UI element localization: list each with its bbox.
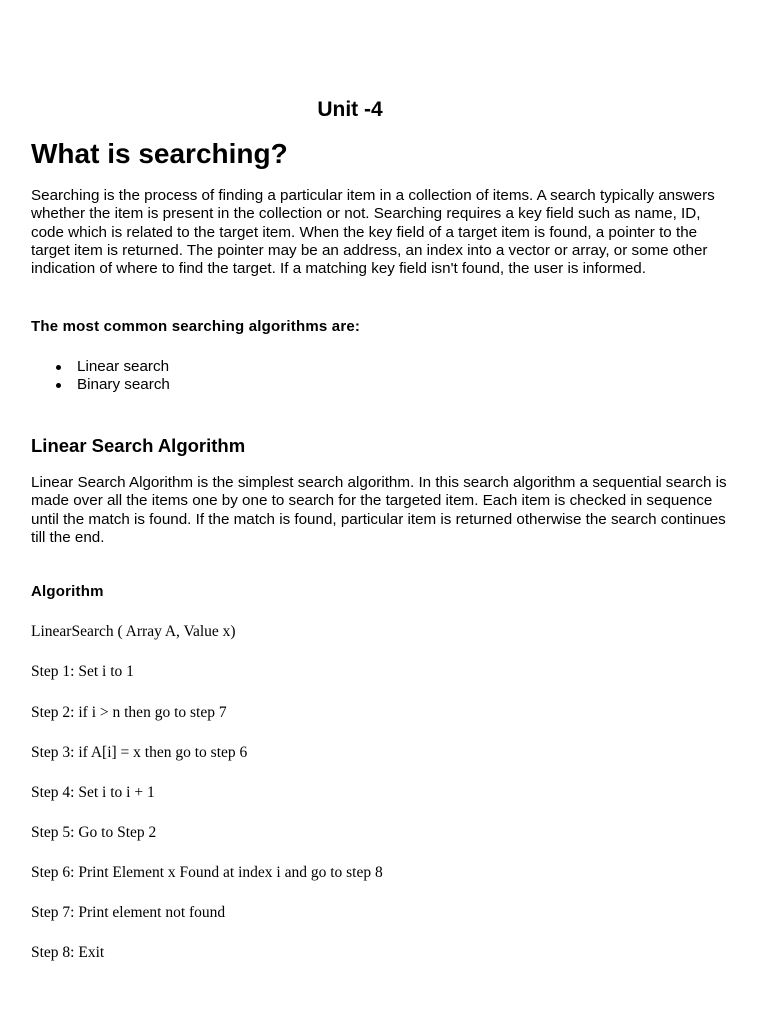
bullet-icon — [56, 383, 61, 388]
list-item-label: Linear search — [77, 358, 170, 375]
algorithm-step: Step 3: if A[i] = x then go to step 6 — [31, 744, 248, 761]
linear-search-heading: Linear Search Algorithm — [31, 435, 246, 456]
common-algorithms-list — [31, 358, 170, 395]
algorithm-step: Step 7: Print element not found — [31, 904, 226, 921]
algorithm-step: Step 4: Set i to i + 1 — [31, 784, 155, 801]
common-algorithms-heading: The most common searching algorithms are: — [31, 318, 361, 335]
algorithm-step: Step 8: Exit — [31, 944, 105, 961]
linear-search-paragraph: Linear Search Algorithm is the simplest search algorithm. In this search algorithm a sequential search is made over all the items one by one to search for the targeted item. Each item is checked in sequence until the match is found. If the match is found, particular item is returned otherwise the search continues till the end. — [31, 474, 727, 546]
list-item — [31, 376, 170, 394]
intro-paragraph: Searching is the process of finding a particular item in a collection of items. A search typically answers whether the item is present in the collection or not. Searching requires a key field such as name, ID, code which is related to the target item. When the key field of a target item is found, a pointer to the target item is returned. The pointer may be an address, an index into a vector or array, or some other indication of where to find the target. If a matching key field isn't found, the user is informed. — [31, 187, 715, 278]
algorithm-step: Step 6: Print Element x Found at index i and go to step 8 — [31, 864, 383, 881]
unit-heading: Unit -4 — [317, 98, 383, 121]
list-item — [31, 358, 170, 376]
algorithm-heading: Algorithm — [31, 583, 104, 600]
algorithm-step: Step 1: Set i to 1 — [31, 663, 134, 680]
list-item-label: Binary search — [77, 376, 170, 394]
algorithm-step: Step 5: Go to Step 2 — [31, 824, 157, 841]
bullet-icon — [56, 365, 61, 370]
algorithm-signature: LinearSearch ( Array A, Value x) — [31, 623, 236, 640]
page-title: What is searching? — [31, 138, 288, 169]
algorithm-step: Step 2: if i > n then go to step 7 — [31, 704, 227, 721]
